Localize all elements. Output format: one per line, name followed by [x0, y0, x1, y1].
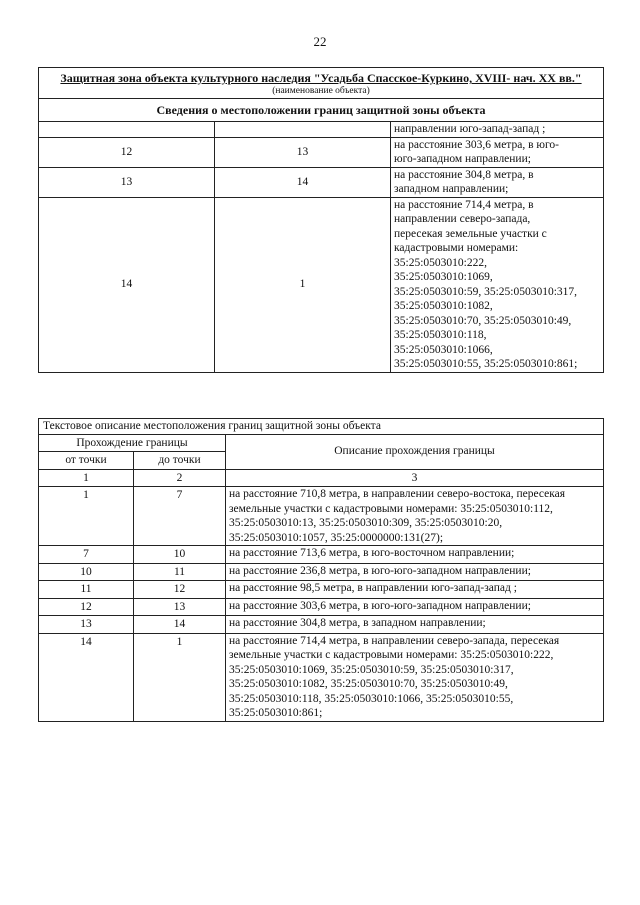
table-row [39, 487, 604, 546]
description-cell [226, 598, 604, 616]
description-line: направлении юго-запад-запад ; [394, 123, 546, 135]
point-to-cell: 7 [134, 487, 226, 546]
description-line: 35:25:0503010:70, 35:25:0503010:49, [394, 314, 572, 327]
description-line: 35:25:0503010:861; [229, 707, 323, 719]
column-number: 3 [226, 469, 604, 487]
boundary-info-table [38, 67, 604, 373]
description-line: 35:25:0503010:1069, [394, 271, 493, 283]
description-line: 35:25:0503010:13, 35:25:0503010:309, 35:25:0503010:20, [229, 517, 503, 529]
table-row [39, 616, 604, 634]
description-cell [391, 122, 604, 138]
table-row [39, 598, 604, 616]
description-line: 35:25:0503010:1082, [394, 300, 493, 312]
boundary-description-table [38, 418, 604, 722]
description-cell [226, 581, 604, 599]
description-line: на расстояние 304,8 метра, в западном направлении; [229, 617, 486, 629]
caption-row [39, 419, 604, 435]
point-from-cell: 11 [39, 581, 134, 599]
description-cell [391, 167, 604, 197]
description-line: 35:25:0503010:59, 35:25:0503010:317, [394, 285, 578, 298]
description-line: направлении северо-запада, [394, 213, 531, 225]
description-line: 35:25:0503010:1069, 35:25:0503010:59, 35:25:0503010:317, [229, 663, 514, 676]
description-cell [391, 197, 604, 372]
table-row [39, 581, 604, 599]
page-number: 22 [313, 34, 327, 49]
point-to-cell: 13 [134, 598, 226, 616]
description-cell [226, 546, 604, 564]
description-line: кадастровыми номерами: [394, 242, 519, 254]
point-to-cell: 12 [134, 581, 226, 599]
header-from-point: от точки [39, 452, 134, 470]
point-to-cell: 10 [134, 546, 226, 564]
point-to-cell [215, 122, 391, 138]
point-to-cell: 13 [215, 137, 391, 167]
table-row [39, 197, 604, 372]
point-from-cell: 13 [39, 616, 134, 634]
section-title: Сведения о местоположении границ защитной зоны объекта [39, 98, 604, 122]
description-line: на расстояние 714,4 метра, в направлении северо-запада, пересекая [229, 634, 560, 647]
description-cell [226, 616, 604, 634]
table-row [39, 122, 604, 138]
point-from-cell: 12 [39, 137, 215, 167]
table-row [39, 137, 604, 167]
description-cell [226, 633, 604, 721]
point-to-cell: 14 [134, 616, 226, 634]
point-from-cell: 14 [39, 197, 215, 372]
title-row [39, 68, 604, 99]
description-cell [226, 563, 604, 581]
description-line: 35:25:0503010:1066, [394, 343, 493, 356]
description-line: на расстояние 710,8 метра, в направлении северо-востока, пересекая [229, 488, 566, 500]
description-line: 35:25:0503010:222, [394, 256, 487, 269]
description-line: на расстояние 304,8 метра, в [394, 168, 534, 181]
description-cell [391, 137, 604, 167]
description-line: 35:25:0503010:118, 35:25:0503010:1066, 35:25:0503010:55, [229, 692, 514, 705]
description-cell [226, 487, 604, 546]
description-line: 35:25:0503010:55, 35:25:0503010:861; [394, 358, 578, 370]
description-line: пересекая земельные участки с [394, 227, 547, 240]
point-from-cell [39, 122, 215, 138]
header-description: Описание прохождения границы [226, 434, 604, 469]
point-from-cell: 1 [39, 487, 134, 546]
table-row [39, 633, 604, 721]
point-from-cell: 10 [39, 563, 134, 581]
column-number: 1 [39, 469, 134, 487]
header-to-point: до точки [134, 452, 226, 470]
description-line: земельные участки с кадастровыми номерами: 35:25:0503010:222, [229, 649, 554, 661]
description-line: 35:25:0503010:1057, 35:25:0000000:131(27); [229, 531, 444, 544]
point-to-cell: 1 [134, 633, 226, 721]
table-row [39, 546, 604, 564]
header-row [39, 434, 604, 452]
description-line: на расстояние 714,4 метра, в [394, 198, 534, 211]
description-line: юго-западном направлении; [394, 153, 531, 165]
description-line: западном направлении; [394, 183, 509, 195]
point-to-cell: 1 [215, 197, 391, 372]
description-line: 35:25:0503010:118, [394, 329, 487, 341]
point-from-cell: 14 [39, 633, 134, 721]
description-line: на расстояние 303,6 метра, в юго- [394, 138, 559, 151]
table-row [39, 167, 604, 197]
description-line: на расстояние 236,8 метра, в юго-юго-западном направлении; [229, 564, 531, 577]
header-group: Прохождение границы [39, 434, 226, 452]
point-to-cell: 14 [215, 167, 391, 197]
column-number: 2 [134, 469, 226, 487]
point-from-cell: 12 [39, 598, 134, 616]
point-from-cell: 13 [39, 167, 215, 197]
description-line: на расстояние 713,6 метра, в юго-восточном направлении; [229, 547, 515, 559]
description-line: земельные участки с кадастровыми номерами: 35:25:0503010:112, [229, 502, 553, 515]
column-number-row [39, 469, 604, 487]
table-row [39, 563, 604, 581]
description-line: на расстояние 303,6 метра, в юго-юго-западном направлении; [229, 599, 531, 612]
description-line: 35:25:0503010:1082, 35:25:0503010:70, 35:25:0503010:49, [229, 678, 508, 690]
table-caption: Текстовое описание местоположения границ защитной зоны объекта [39, 419, 604, 435]
title-cell [39, 68, 604, 99]
description-line: на расстояние 98,5 метра, в направлении юго-запад-запад ; [229, 582, 517, 594]
point-to-cell: 11 [134, 563, 226, 581]
section-row [39, 98, 604, 122]
point-from-cell: 7 [39, 546, 134, 564]
object-title-caption: (наименование объекта) [272, 85, 370, 96]
object-title: Защитная зона объекта культурного наследия "Усадьба Спасское-Куркино, XVIII- нач. XX вв." [60, 71, 582, 85]
